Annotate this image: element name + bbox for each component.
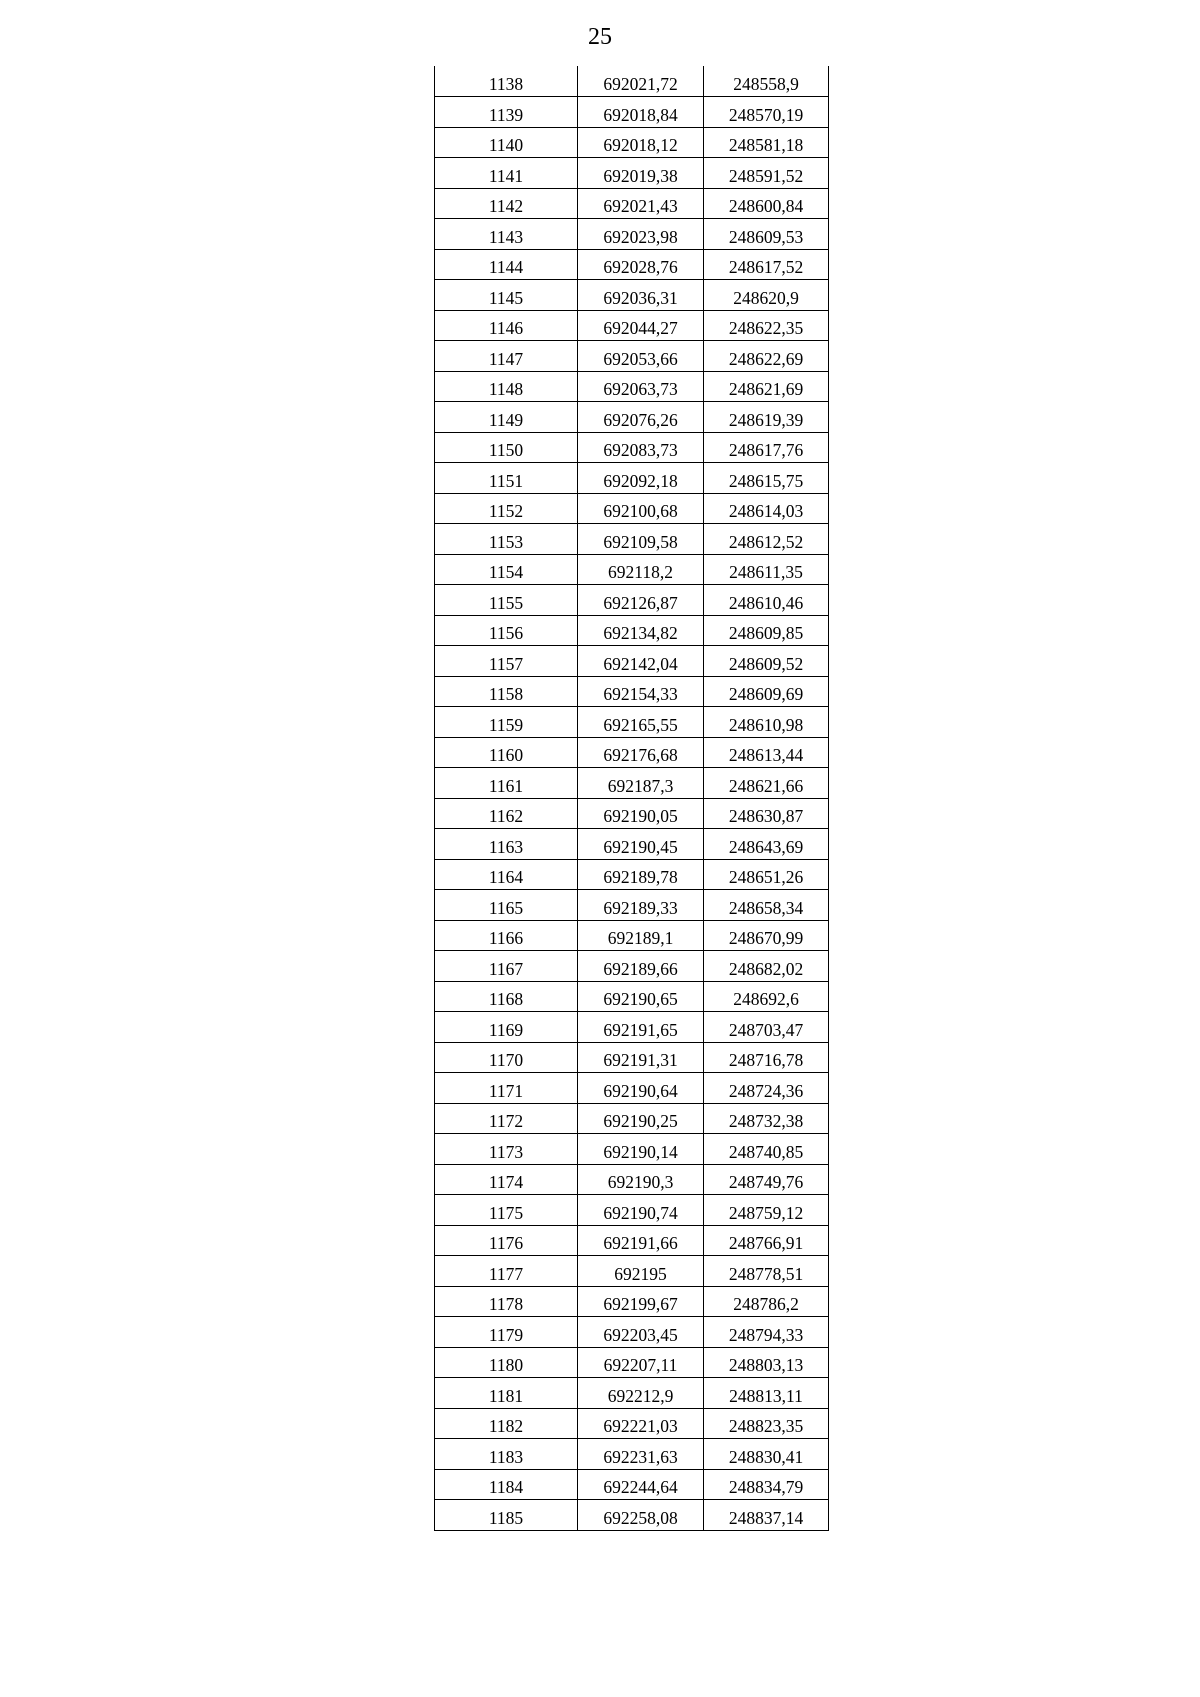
x-coordinate-cell: 692018,84 bbox=[578, 97, 704, 128]
x-coordinate-cell: 692190,25 bbox=[578, 1103, 704, 1134]
y-coordinate-cell: 248591,52 bbox=[704, 158, 829, 189]
x-coordinate-cell: 692203,45 bbox=[578, 1317, 704, 1348]
table-row bbox=[435, 859, 829, 890]
x-coordinate-cell: 692118,2 bbox=[578, 554, 704, 585]
x-coordinate-cell: 692244,64 bbox=[578, 1469, 704, 1500]
table-row bbox=[435, 1469, 829, 1500]
y-coordinate-cell: 248609,53 bbox=[704, 219, 829, 250]
coordinates-table bbox=[434, 66, 829, 1531]
point-number-cell: 1185 bbox=[435, 1500, 578, 1531]
table-row bbox=[435, 402, 829, 433]
point-number-cell: 1181 bbox=[435, 1378, 578, 1409]
y-coordinate-cell: 248570,19 bbox=[704, 97, 829, 128]
y-coordinate-cell: 248823,35 bbox=[704, 1408, 829, 1439]
table-row bbox=[435, 524, 829, 555]
y-coordinate-cell: 248612,52 bbox=[704, 524, 829, 555]
x-coordinate-cell: 692083,73 bbox=[578, 432, 704, 463]
x-coordinate-cell: 692018,12 bbox=[578, 127, 704, 158]
x-coordinate-cell: 692019,38 bbox=[578, 158, 704, 189]
point-number-cell: 1165 bbox=[435, 890, 578, 921]
point-number-cell: 1183 bbox=[435, 1439, 578, 1470]
y-coordinate-cell: 248622,69 bbox=[704, 341, 829, 372]
point-number-cell: 1140 bbox=[435, 127, 578, 158]
table-row bbox=[435, 1439, 829, 1470]
table-row bbox=[435, 1195, 829, 1226]
y-coordinate-cell: 248813,11 bbox=[704, 1378, 829, 1409]
x-coordinate-cell: 692126,87 bbox=[578, 585, 704, 616]
point-number-cell: 1162 bbox=[435, 798, 578, 829]
table-row bbox=[435, 798, 829, 829]
point-number-cell: 1168 bbox=[435, 981, 578, 1012]
table-row bbox=[435, 615, 829, 646]
point-number-cell: 1152 bbox=[435, 493, 578, 524]
point-number-cell: 1154 bbox=[435, 554, 578, 585]
y-coordinate-cell: 248620,9 bbox=[704, 280, 829, 311]
table-row bbox=[435, 951, 829, 982]
y-coordinate-cell: 248830,41 bbox=[704, 1439, 829, 1470]
table-row bbox=[435, 1408, 829, 1439]
table-row bbox=[435, 1042, 829, 1073]
table-row bbox=[435, 768, 829, 799]
page-number: 25 bbox=[588, 24, 612, 50]
table-row bbox=[435, 707, 829, 738]
x-coordinate-cell: 692028,76 bbox=[578, 249, 704, 280]
table-row bbox=[435, 66, 829, 97]
x-coordinate-cell: 692231,63 bbox=[578, 1439, 704, 1470]
table-row bbox=[435, 219, 829, 250]
coordinates-table-body bbox=[435, 66, 829, 1530]
y-coordinate-cell: 248682,02 bbox=[704, 951, 829, 982]
point-number-cell: 1174 bbox=[435, 1164, 578, 1195]
point-number-cell: 1173 bbox=[435, 1134, 578, 1165]
point-number-cell: 1167 bbox=[435, 951, 578, 982]
point-number-cell: 1172 bbox=[435, 1103, 578, 1134]
y-coordinate-cell: 248658,34 bbox=[704, 890, 829, 921]
y-coordinate-cell: 248759,12 bbox=[704, 1195, 829, 1226]
point-number-cell: 1157 bbox=[435, 646, 578, 677]
y-coordinate-cell: 248622,35 bbox=[704, 310, 829, 341]
y-coordinate-cell: 248621,69 bbox=[704, 371, 829, 402]
table-row bbox=[435, 737, 829, 768]
table-row bbox=[435, 981, 829, 1012]
y-coordinate-cell: 248558,9 bbox=[704, 66, 829, 97]
point-number-cell: 1155 bbox=[435, 585, 578, 616]
x-coordinate-cell: 692221,03 bbox=[578, 1408, 704, 1439]
point-number-cell: 1138 bbox=[435, 66, 578, 97]
table-row bbox=[435, 829, 829, 860]
x-coordinate-cell: 692189,1 bbox=[578, 920, 704, 951]
x-coordinate-cell: 692154,33 bbox=[578, 676, 704, 707]
point-number-cell: 1163 bbox=[435, 829, 578, 860]
point-number-cell: 1170 bbox=[435, 1042, 578, 1073]
point-number-cell: 1176 bbox=[435, 1225, 578, 1256]
y-coordinate-cell: 248724,36 bbox=[704, 1073, 829, 1104]
point-number-cell: 1159 bbox=[435, 707, 578, 738]
table-row bbox=[435, 1134, 829, 1165]
point-number-cell: 1175 bbox=[435, 1195, 578, 1226]
y-coordinate-cell: 248740,85 bbox=[704, 1134, 829, 1165]
y-coordinate-cell: 248614,03 bbox=[704, 493, 829, 524]
table-row bbox=[435, 554, 829, 585]
point-number-cell: 1171 bbox=[435, 1073, 578, 1104]
point-number-cell: 1156 bbox=[435, 615, 578, 646]
x-coordinate-cell: 692053,66 bbox=[578, 341, 704, 372]
y-coordinate-cell: 248670,99 bbox=[704, 920, 829, 951]
y-coordinate-cell: 248621,66 bbox=[704, 768, 829, 799]
point-number-cell: 1160 bbox=[435, 737, 578, 768]
x-coordinate-cell: 692258,08 bbox=[578, 1500, 704, 1531]
x-coordinate-cell: 692189,66 bbox=[578, 951, 704, 982]
y-coordinate-cell: 248617,52 bbox=[704, 249, 829, 280]
x-coordinate-cell: 692076,26 bbox=[578, 402, 704, 433]
table-row bbox=[435, 188, 829, 219]
x-coordinate-cell: 692092,18 bbox=[578, 463, 704, 494]
x-coordinate-cell: 692190,14 bbox=[578, 1134, 704, 1165]
point-number-cell: 1145 bbox=[435, 280, 578, 311]
point-number-cell: 1151 bbox=[435, 463, 578, 494]
table-row bbox=[435, 1286, 829, 1317]
y-coordinate-cell: 248611,35 bbox=[704, 554, 829, 585]
point-number-cell: 1184 bbox=[435, 1469, 578, 1500]
x-coordinate-cell: 692199,67 bbox=[578, 1286, 704, 1317]
y-coordinate-cell: 248837,14 bbox=[704, 1500, 829, 1531]
point-number-cell: 1178 bbox=[435, 1286, 578, 1317]
y-coordinate-cell: 248610,98 bbox=[704, 707, 829, 738]
x-coordinate-cell: 692189,33 bbox=[578, 890, 704, 921]
point-number-cell: 1150 bbox=[435, 432, 578, 463]
x-coordinate-cell: 692021,43 bbox=[578, 188, 704, 219]
table-row bbox=[435, 585, 829, 616]
y-coordinate-cell: 248630,87 bbox=[704, 798, 829, 829]
table-row bbox=[435, 646, 829, 677]
y-coordinate-cell: 248613,44 bbox=[704, 737, 829, 768]
table-row bbox=[435, 890, 829, 921]
point-number-cell: 1169 bbox=[435, 1012, 578, 1043]
table-row bbox=[435, 1500, 829, 1531]
y-coordinate-cell: 248643,69 bbox=[704, 829, 829, 860]
table-row bbox=[435, 127, 829, 158]
point-number-cell: 1144 bbox=[435, 249, 578, 280]
y-coordinate-cell: 248749,76 bbox=[704, 1164, 829, 1195]
x-coordinate-cell: 692100,68 bbox=[578, 493, 704, 524]
point-number-cell: 1161 bbox=[435, 768, 578, 799]
x-coordinate-cell: 692044,27 bbox=[578, 310, 704, 341]
y-coordinate-cell: 248609,69 bbox=[704, 676, 829, 707]
table-row bbox=[435, 463, 829, 494]
point-number-cell: 1142 bbox=[435, 188, 578, 219]
y-coordinate-cell: 248617,76 bbox=[704, 432, 829, 463]
x-coordinate-cell: 692189,78 bbox=[578, 859, 704, 890]
table-row bbox=[435, 280, 829, 311]
x-coordinate-cell: 692134,82 bbox=[578, 615, 704, 646]
y-coordinate-cell: 248692,6 bbox=[704, 981, 829, 1012]
x-coordinate-cell: 692190,64 bbox=[578, 1073, 704, 1104]
x-coordinate-cell: 692109,58 bbox=[578, 524, 704, 555]
y-coordinate-cell: 248609,85 bbox=[704, 615, 829, 646]
y-coordinate-cell: 248834,79 bbox=[704, 1469, 829, 1500]
y-coordinate-cell: 248619,39 bbox=[704, 402, 829, 433]
x-coordinate-cell: 692191,66 bbox=[578, 1225, 704, 1256]
point-number-cell: 1177 bbox=[435, 1256, 578, 1287]
table-row bbox=[435, 97, 829, 128]
x-coordinate-cell: 692023,98 bbox=[578, 219, 704, 250]
table-row bbox=[435, 1347, 829, 1378]
point-number-cell: 1180 bbox=[435, 1347, 578, 1378]
table-row bbox=[435, 1378, 829, 1409]
point-number-cell: 1147 bbox=[435, 341, 578, 372]
table-row bbox=[435, 493, 829, 524]
y-coordinate-cell: 248794,33 bbox=[704, 1317, 829, 1348]
y-coordinate-cell: 248778,51 bbox=[704, 1256, 829, 1287]
point-number-cell: 1166 bbox=[435, 920, 578, 951]
point-number-cell: 1149 bbox=[435, 402, 578, 433]
point-number-cell: 1146 bbox=[435, 310, 578, 341]
table-row bbox=[435, 1012, 829, 1043]
table-row bbox=[435, 310, 829, 341]
x-coordinate-cell: 692036,31 bbox=[578, 280, 704, 311]
table-row bbox=[435, 1225, 829, 1256]
point-number-cell: 1148 bbox=[435, 371, 578, 402]
x-coordinate-cell: 692063,73 bbox=[578, 371, 704, 402]
x-coordinate-cell: 692190,74 bbox=[578, 1195, 704, 1226]
table-row bbox=[435, 432, 829, 463]
y-coordinate-cell: 248732,38 bbox=[704, 1103, 829, 1134]
y-coordinate-cell: 248703,47 bbox=[704, 1012, 829, 1043]
x-coordinate-cell: 692190,45 bbox=[578, 829, 704, 860]
table-row bbox=[435, 1256, 829, 1287]
table-row bbox=[435, 341, 829, 372]
table-row bbox=[435, 249, 829, 280]
y-coordinate-cell: 248766,91 bbox=[704, 1225, 829, 1256]
x-coordinate-cell: 692021,72 bbox=[578, 66, 704, 97]
table-row bbox=[435, 1103, 829, 1134]
x-coordinate-cell: 692187,3 bbox=[578, 768, 704, 799]
x-coordinate-cell: 692190,05 bbox=[578, 798, 704, 829]
y-coordinate-cell: 248651,26 bbox=[704, 859, 829, 890]
table-row bbox=[435, 158, 829, 189]
table-row bbox=[435, 371, 829, 402]
y-coordinate-cell: 248615,75 bbox=[704, 463, 829, 494]
y-coordinate-cell: 248609,52 bbox=[704, 646, 829, 677]
table-row bbox=[435, 1164, 829, 1195]
table-row bbox=[435, 1073, 829, 1104]
table-row bbox=[435, 920, 829, 951]
x-coordinate-cell: 692212,9 bbox=[578, 1378, 704, 1409]
y-coordinate-cell: 248581,18 bbox=[704, 127, 829, 158]
table-row bbox=[435, 676, 829, 707]
point-number-cell: 1153 bbox=[435, 524, 578, 555]
y-coordinate-cell: 248786,2 bbox=[704, 1286, 829, 1317]
x-coordinate-cell: 692191,31 bbox=[578, 1042, 704, 1073]
y-coordinate-cell: 248610,46 bbox=[704, 585, 829, 616]
x-coordinate-cell: 692207,11 bbox=[578, 1347, 704, 1378]
x-coordinate-cell: 692191,65 bbox=[578, 1012, 704, 1043]
point-number-cell: 1164 bbox=[435, 859, 578, 890]
y-coordinate-cell: 248716,78 bbox=[704, 1042, 829, 1073]
point-number-cell: 1179 bbox=[435, 1317, 578, 1348]
x-coordinate-cell: 692165,55 bbox=[578, 707, 704, 738]
point-number-cell: 1143 bbox=[435, 219, 578, 250]
x-coordinate-cell: 692142,04 bbox=[578, 646, 704, 677]
x-coordinate-cell: 692176,68 bbox=[578, 737, 704, 768]
y-coordinate-cell: 248803,13 bbox=[704, 1347, 829, 1378]
y-coordinate-cell: 248600,84 bbox=[704, 188, 829, 219]
point-number-cell: 1141 bbox=[435, 158, 578, 189]
x-coordinate-cell: 692190,3 bbox=[578, 1164, 704, 1195]
point-number-cell: 1158 bbox=[435, 676, 578, 707]
x-coordinate-cell: 692190,65 bbox=[578, 981, 704, 1012]
x-coordinate-cell: 692195 bbox=[578, 1256, 704, 1287]
point-number-cell: 1182 bbox=[435, 1408, 578, 1439]
point-number-cell: 1139 bbox=[435, 97, 578, 128]
table-row bbox=[435, 1317, 829, 1348]
